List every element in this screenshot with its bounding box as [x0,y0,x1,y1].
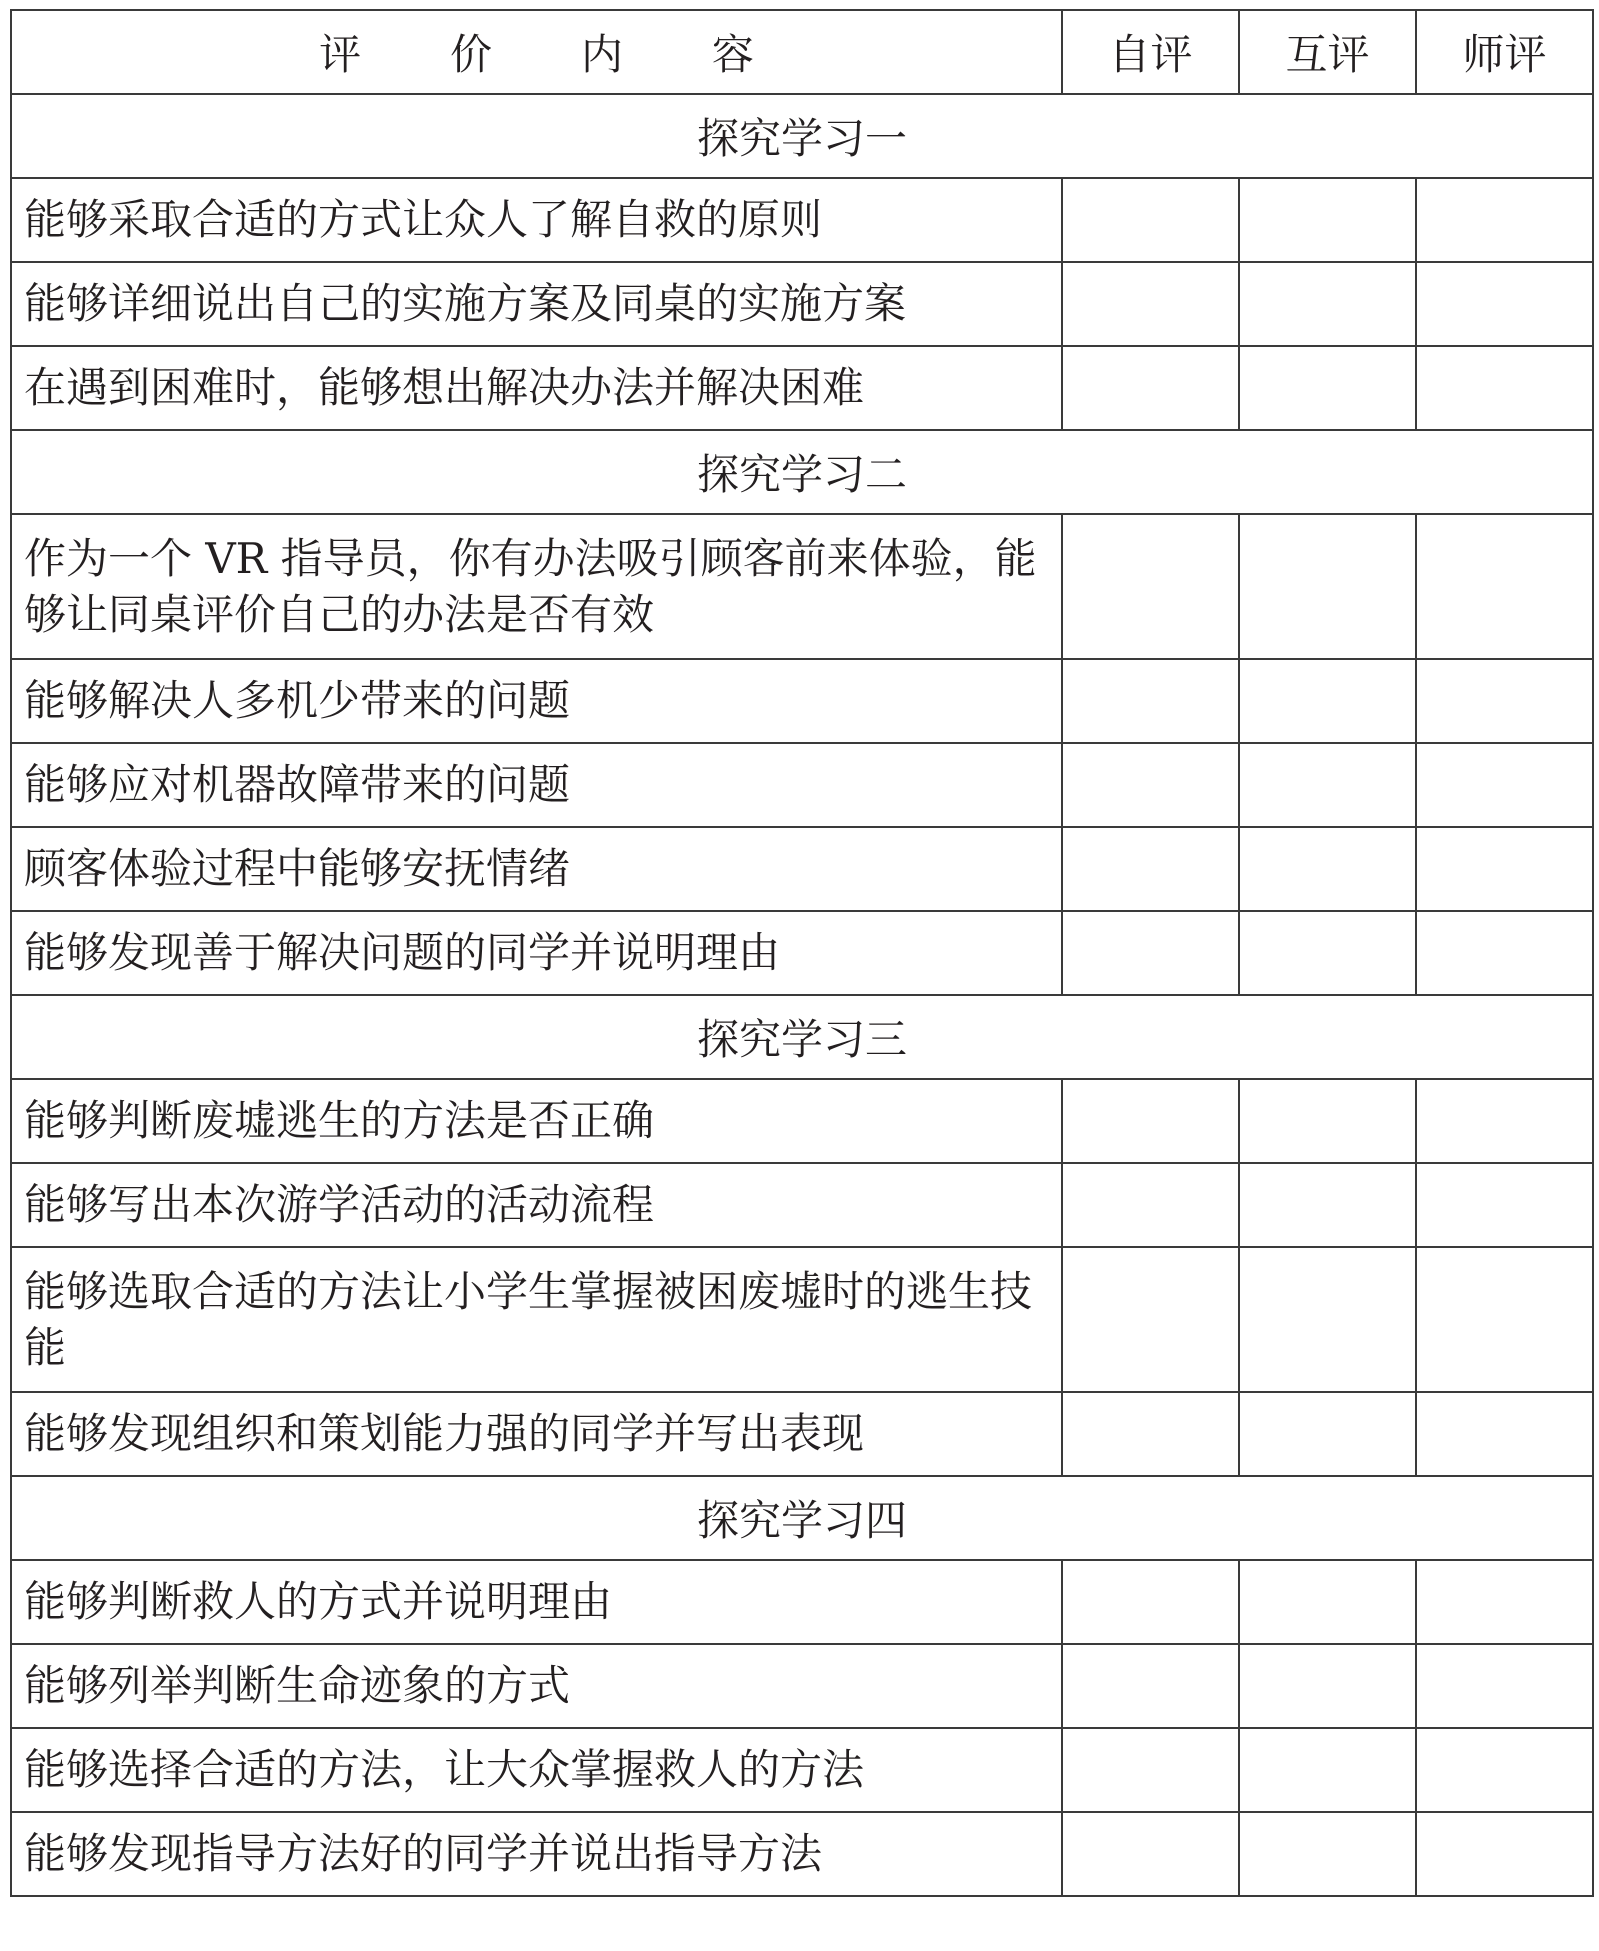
table-row [11,514,1593,659]
self-eval-cell[interactable] [1062,262,1239,346]
table-row [11,1163,1593,1247]
self-eval-cell[interactable] [1062,1812,1239,1896]
self-eval-cell[interactable] [1062,1392,1239,1476]
criterion-text: 顾客体验过程中能够安抚情绪 [11,827,1062,911]
self-eval-cell[interactable] [1062,1644,1239,1728]
teacher-eval-cell[interactable] [1416,911,1593,995]
table-row [11,659,1593,743]
self-eval-cell[interactable] [1062,827,1239,911]
teacher-eval-cell[interactable] [1416,827,1593,911]
header-row [11,10,1593,94]
criterion-text: 能够写出本次游学活动的活动流程 [11,1163,1062,1247]
section-title: 探究学习四 [11,1476,1593,1560]
teacher-eval-cell[interactable] [1416,262,1593,346]
table-row [11,1392,1593,1476]
table-row [11,911,1593,995]
peer-eval-cell[interactable] [1239,1247,1416,1392]
teacher-eval-cell[interactable] [1416,1644,1593,1728]
peer-eval-cell[interactable] [1239,1079,1416,1163]
peer-eval-cell[interactable] [1239,514,1416,659]
criterion-text: 能够详细说出自己的实施方案及同桌的实施方案 [11,262,1062,346]
table-row [11,178,1593,262]
teacher-eval-cell[interactable] [1416,1812,1593,1896]
self-eval-cell[interactable] [1062,743,1239,827]
peer-eval-cell[interactable] [1239,178,1416,262]
table-row [11,827,1593,911]
self-eval-cell[interactable] [1062,346,1239,430]
peer-eval-cell[interactable] [1239,743,1416,827]
self-eval-cell[interactable] [1062,1079,1239,1163]
teacher-eval-cell[interactable] [1416,1560,1593,1644]
criterion-text: 能够判断救人的方式并说明理由 [11,1560,1062,1644]
table-row [11,1079,1593,1163]
section-row [11,430,1593,514]
peer-eval-cell[interactable] [1239,1163,1416,1247]
peer-eval-cell[interactable] [1239,911,1416,995]
teacher-eval-cell[interactable] [1416,1728,1593,1812]
table-row [11,346,1593,430]
teacher-eval-cell[interactable] [1416,1247,1593,1392]
peer-eval-cell[interactable] [1239,1812,1416,1896]
table-row [11,743,1593,827]
criterion-text: 能够选取合适的方法让小学生掌握被困废墟时的逃生技能 [11,1247,1062,1392]
self-eval-cell[interactable] [1062,911,1239,995]
peer-eval-cell[interactable] [1239,346,1416,430]
section-row [11,94,1593,178]
teacher-eval-cell[interactable] [1416,659,1593,743]
header-teacher-eval: 师评 [1416,10,1593,94]
teacher-eval-cell[interactable] [1416,1392,1593,1476]
header-self-eval: 自评 [1062,10,1239,94]
section-title: 探究学习三 [11,995,1593,1079]
criterion-text: 能够发现指导方法好的同学并说出指导方法 [11,1812,1062,1896]
teacher-eval-cell[interactable] [1416,1079,1593,1163]
criterion-text: 能够采取合适的方式让众人了解自救的原则 [11,178,1062,262]
table-row [11,1560,1593,1644]
peer-eval-cell[interactable] [1239,1392,1416,1476]
criterion-text: 能够解决人多机少带来的问题 [11,659,1062,743]
teacher-eval-cell[interactable] [1416,346,1593,430]
self-eval-cell[interactable] [1062,1560,1239,1644]
header-content: 评 价 内 容 [11,10,1062,94]
criterion-text: 能够发现善于解决问题的同学并说明理由 [11,911,1062,995]
teacher-eval-cell[interactable] [1416,743,1593,827]
self-eval-cell[interactable] [1062,514,1239,659]
table-row [11,1247,1593,1392]
peer-eval-cell[interactable] [1239,827,1416,911]
self-eval-cell[interactable] [1062,659,1239,743]
self-eval-cell[interactable] [1062,1163,1239,1247]
criterion-text: 能够发现组织和策划能力强的同学并写出表现 [11,1392,1062,1476]
peer-eval-cell[interactable] [1239,659,1416,743]
self-eval-cell[interactable] [1062,1247,1239,1392]
teacher-eval-cell[interactable] [1416,178,1593,262]
table-row [11,1728,1593,1812]
table-row [11,1812,1593,1896]
criterion-text: 能够选择合适的方法，让大众掌握救人的方法 [11,1728,1062,1812]
criterion-text: 能够判断废墟逃生的方法是否正确 [11,1079,1062,1163]
section-row [11,1476,1593,1560]
section-title: 探究学习二 [11,430,1593,514]
teacher-eval-cell[interactable] [1416,1163,1593,1247]
self-eval-cell[interactable] [1062,178,1239,262]
teacher-eval-cell[interactable] [1416,514,1593,659]
self-eval-cell[interactable] [1062,1728,1239,1812]
header-peer-eval: 互评 [1239,10,1416,94]
table-row [11,262,1593,346]
criterion-text: 能够列举判断生命迹象的方式 [11,1644,1062,1728]
criterion-text: 在遇到困难时，能够想出解决办法并解决困难 [11,346,1062,430]
peer-eval-cell[interactable] [1239,262,1416,346]
evaluation-table [10,9,1594,1897]
section-title: 探究学习一 [11,94,1593,178]
criterion-text: 作为一个 VR 指导员，你有办法吸引顾客前来体验，能够让同桌评价自己的办法是否有效 [11,514,1062,659]
peer-eval-cell[interactable] [1239,1728,1416,1812]
table-row [11,1644,1593,1728]
peer-eval-cell[interactable] [1239,1644,1416,1728]
peer-eval-cell[interactable] [1239,1560,1416,1644]
criterion-text: 能够应对机器故障带来的问题 [11,743,1062,827]
section-row [11,995,1593,1079]
